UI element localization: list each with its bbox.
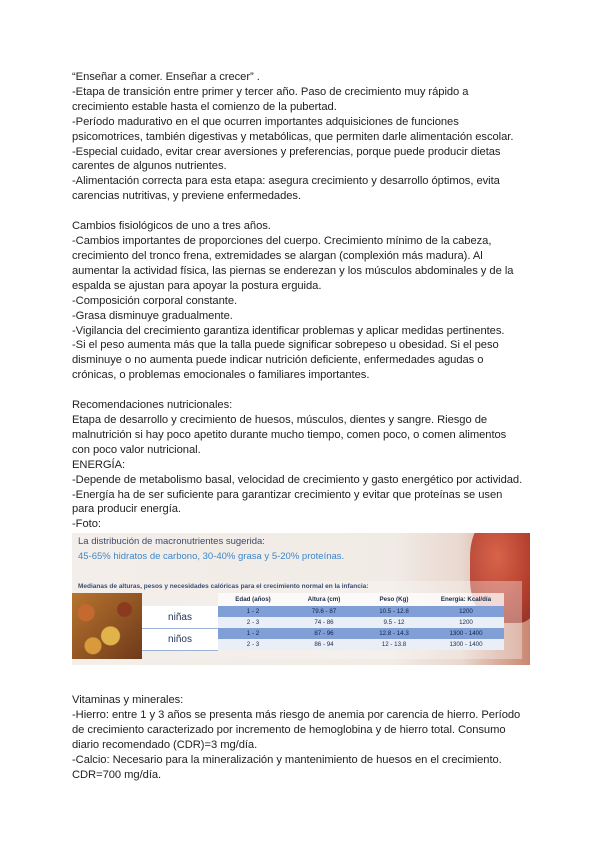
nutrition-photo	[72, 533, 530, 665]
table-cell: 1300 - 1400	[428, 639, 504, 650]
table-cell: 74 - 86	[288, 617, 360, 628]
paragraph-line: espalda se ajustan para apoyar la postura erguida.	[72, 279, 322, 292]
group-label: niñas	[142, 606, 218, 628]
paragraph-line: malnutrición si hay poco apetito durante mucho tiempo, comen poco, o comen alimentos	[72, 428, 507, 441]
growth-table	[142, 593, 504, 651]
section-heading: Vitaminas y minerales:	[72, 694, 184, 707]
paragraph-line: crónicas, o problemas emocionales o familiares importantes.	[72, 369, 370, 382]
paragraph-line: -Composición corporal constante.	[72, 294, 238, 307]
intro-section	[72, 70, 532, 204]
paragraph-line: -Cambios importantes de proporciones del cuerpo. Crecimiento mínimo de la cabeza,	[72, 235, 492, 248]
spacer	[72, 204, 532, 219]
table-title: Medianas de alturas, pesos y necesidades calóricas para el crecimiento normal en la infancia:	[78, 583, 369, 591]
paragraph-line: -Si el peso aumenta más que la talla puede significar sobrepeso u obesidad. Si el peso	[72, 339, 499, 352]
spacer	[72, 383, 532, 398]
paragraph-line: -Etapa de transición entre primer y tercer año. Paso de crecimiento muy rápido a	[72, 85, 469, 98]
table-cell: 79.6 - 87	[288, 606, 360, 617]
table-cell: 12.8 - 14.3	[360, 628, 428, 639]
vitaminas-section	[72, 693, 532, 782]
paragraph-line: carencias nutritivas, y previene enfermedades.	[72, 190, 302, 203]
paragraph-line: -Alimentación correcta para esta etapa: asegura crecimiento y desarrollo óptimos, evita	[72, 175, 500, 188]
paragraph-line: para producir energía.	[72, 503, 181, 516]
paragraph-line: -Especial cuidado, evitar crear aversiones y preferencias, porque puede producir dietas	[72, 145, 501, 158]
paragraph-line: diario recomendado (CDR)=3 mg/día.	[72, 739, 258, 751]
spacer	[72, 665, 532, 693]
table-row	[142, 606, 504, 617]
photo-label: -Foto:	[72, 518, 101, 531]
paragraph-line: Etapa de desarrollo y crecimiento de huesos, músculos, dientes y sangre. Riesgo de	[72, 414, 488, 427]
table-cell: 87 - 96	[288, 628, 360, 639]
document-page	[72, 70, 532, 783]
table-cell: 10.5 - 12.8	[360, 606, 428, 617]
growth-table-panel	[72, 581, 522, 659]
column-header: Peso (Kg)	[360, 593, 428, 606]
paragraph-line: crecimiento estable hasta el comienzo de la pubertad.	[72, 100, 337, 113]
table-cell: 1 - 2	[218, 606, 288, 617]
group-label: niños	[142, 628, 218, 650]
paragraph-line: crecimiento del tronco frena, extremidades se alargan (complexión más madura). Al	[72, 249, 483, 262]
paragraph-line: aumentar la actividad física, las piernas se enderezan y los músculos abdominales y de la	[72, 264, 514, 277]
table-header-row	[142, 593, 504, 606]
paragraph-line: CDR=700 mg/día.	[72, 768, 162, 781]
column-header: Altura (cm)	[288, 593, 360, 606]
paragraph-line: psicomotrices, también digestivas y metabólicas, que permiten darle alimentación escolar.	[72, 130, 514, 143]
cambios-section	[72, 219, 532, 383]
paragraph-line: -Grasa disminuye gradualmente.	[72, 309, 233, 322]
paragraph-line: -Vigilancia del crecimiento garantiza identificar problemas y aplicar medidas pertinentes.	[72, 324, 505, 337]
table-cell: 9.5 - 12	[360, 617, 428, 628]
table-cell: 2 - 3	[218, 617, 288, 628]
paragraph-line: de crecimiento caracterizado por incremento de hemoglobina y de hierro total. Consumo	[72, 724, 506, 737]
section-heading: Cambios fisiológicos de uno a tres años.	[72, 220, 271, 233]
paragraph-line: -Calcio: Necesario para la mineralización y mantenimiento de huesos en el crecimiento.	[72, 753, 502, 766]
table-cell: 1 - 2	[218, 628, 288, 639]
column-header: Energía: Kcal/día	[428, 593, 504, 606]
paragraph-line: -Hierro: entre 1 y 3 años se presenta más riesgo de anemia por carencia de hierro. Período	[72, 709, 521, 722]
paragraph-line: -Período madurativo en el que ocurren importantes adquisiciones de funciones	[72, 115, 459, 128]
section-heading: Recomendaciones nutricionales:	[72, 399, 233, 412]
subheading-energia: ENERGÍA:	[72, 458, 126, 471]
paragraph-line: con poco valor nutricional.	[72, 443, 201, 456]
table-cell: 2 - 3	[218, 639, 288, 650]
photo-caption: La distribución de macronutrientes sugerida:	[78, 536, 265, 548]
table-row	[142, 628, 504, 639]
paragraph-line: -Depende de metabolismo basal, velocidad de crecimiento y gasto energético por actividad.	[72, 473, 523, 486]
table-cell: 1200	[428, 617, 504, 628]
table-cell: 86 - 94	[288, 639, 360, 650]
paragraph-line: carentes de algunos nutrientes.	[72, 160, 227, 173]
column-header: Edad (años)	[218, 593, 288, 606]
table-cell: 1200	[428, 606, 504, 617]
paragraph-line: -Energía ha de ser suficiente para garantizar crecimiento y evitar que proteínas se usen	[72, 488, 503, 501]
recomendaciones-section	[72, 398, 532, 532]
food-image	[72, 593, 142, 659]
table-cell: 1300 - 1400	[428, 628, 504, 639]
intro-title: “Enseñar a comer. Enseñar a crecer” .	[72, 71, 260, 83]
paragraph-line: disminuye o no aumenta puede indicar nutrición deficiente, enfermedades agudas o	[72, 354, 484, 367]
table-cell: 12 - 13.8	[360, 639, 428, 650]
photo-caption-highlight: 45-65% hidratos de carbono, 30-40% grasa y 5-20% proteínas.	[78, 551, 345, 563]
table-corner	[142, 593, 218, 606]
